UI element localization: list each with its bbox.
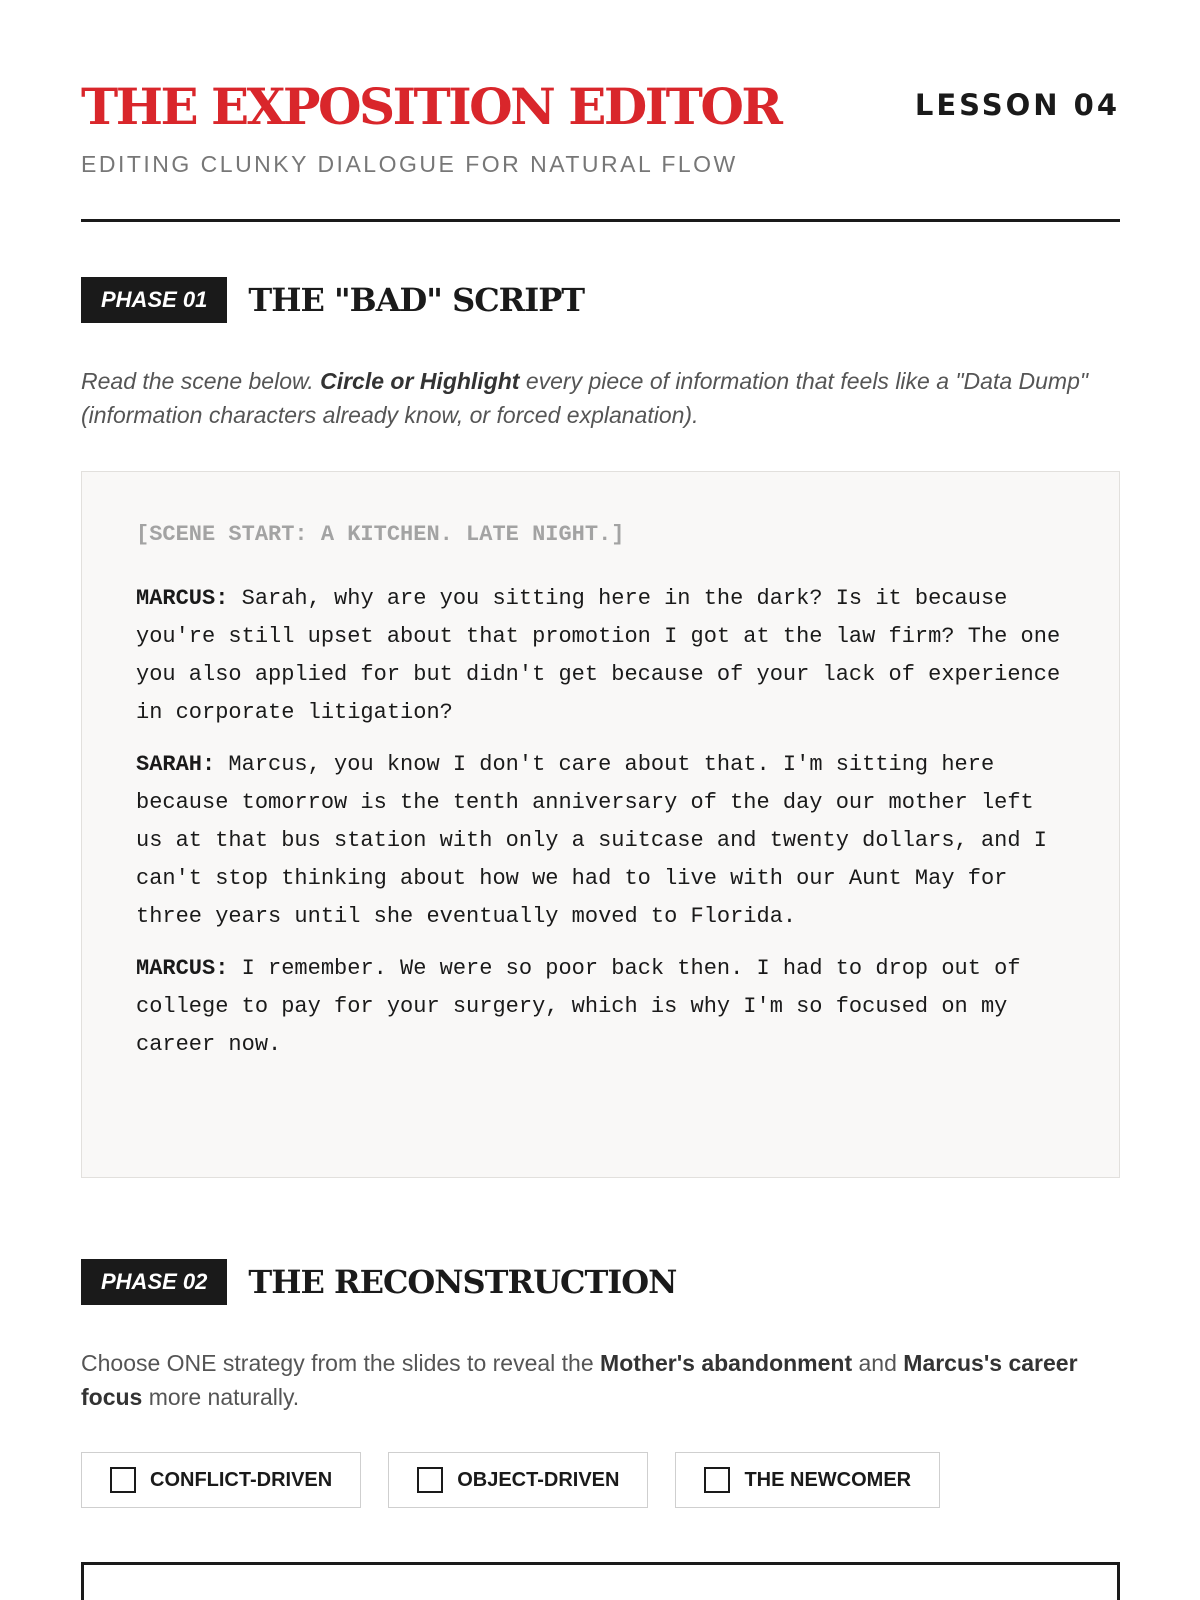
phase-02-instructions-post: more naturally.: [142, 1384, 300, 1410]
phase-02-heading: [81, 1259, 676, 1305]
phase-02-title: THE RECONSTRUCTION: [248, 1263, 677, 1301]
worksheet-page: [81, 0, 1120, 1491]
dialogue-line: [136, 580, 1066, 732]
option-label: CONFLICT-DRIVEN: [150, 1468, 333, 1491]
phase-02-instructions-bold-1: Mother's abandonment: [600, 1350, 853, 1376]
phase-02-instructions-pre: Choose ONE strategy from the slides to reveal the: [81, 1350, 601, 1376]
option-conflict-driven[interactable]: [81, 1452, 361, 1508]
option-the-newcomer[interactable]: [675, 1452, 940, 1508]
speaker-name: MARCUS:: [136, 956, 229, 981]
checkbox-object-driven[interactable]: [417, 1467, 443, 1493]
phase-01-instructions-bold: Circle or Highlight: [320, 368, 520, 394]
option-label: THE NEWCOMER: [744, 1468, 912, 1491]
phase-01-instructions-post: every piece of information that feels like a "Data Dump" (information characters already know, or forced explanation).: [81, 368, 1089, 428]
dialogue-text: I remember. We were so poor back then. I had to drop out of college to pay for your surgery, which is why I'm so focused on my career now.: [136, 956, 1021, 1057]
phase-02-badge: PHASE 02: [81, 1259, 227, 1305]
dialogue-line: [136, 746, 1066, 936]
checkbox-the-newcomer[interactable]: [704, 1467, 730, 1493]
phase-01-heading: [81, 277, 584, 323]
speaker-name: SARAH:: [136, 752, 216, 777]
checkbox-conflict-driven[interactable]: [110, 1467, 136, 1493]
dialogue-text: Marcus, you know I don't care about that. I'm sitting here because tomorrow is the tenth anniversary of the day our mother left us at that bus station with only a suitcase and twenty dollars, and I can't stop thinking about how we had to live with our Aunt May for three years until she eventually moved to Florida.: [136, 752, 1047, 929]
phase-01-instructions: [81, 364, 1120, 432]
phase-01-title: THE "BAD" SCRIPT: [248, 281, 585, 319]
header: [81, 0, 1120, 222]
scene-heading: [SCENE START: A KITCHEN. LATE NIGHT.]: [136, 522, 625, 547]
phase-02-instructions-mid: and: [852, 1350, 904, 1376]
phase-01-instructions-pre: Read the scene below.: [81, 368, 321, 394]
dialogue-text: Sarah, why are you sitting here in the dark? Is it because you're still upset about that promotion I got at the law firm? The one you also applied for but didn't get because of your lack of experience in corporate litigation?: [136, 586, 1061, 725]
dialogue-line: [136, 950, 1066, 1064]
phase-02-instructions-bold-2: Marcus's career focus: [81, 1350, 1078, 1410]
speaker-name: MARCUS:: [136, 586, 229, 611]
script-box: [81, 471, 1120, 1178]
strategy-options: [81, 1452, 967, 1508]
page-subtitle: EDITING CLUNKY DIALOGUE FOR NATURAL FLOW: [81, 151, 738, 177]
phase-02-instructions: [81, 1346, 1120, 1414]
phase-01-badge: PHASE 01: [81, 277, 227, 323]
option-object-driven[interactable]: [388, 1452, 648, 1508]
lesson-number: LESSON 04: [914, 88, 1120, 122]
option-label: OBJECT-DRIVEN: [457, 1468, 620, 1491]
rewrite-answer-box[interactable]: [81, 1562, 1120, 1600]
page-title: THE EXPOSITION EDITOR: [81, 77, 781, 136]
